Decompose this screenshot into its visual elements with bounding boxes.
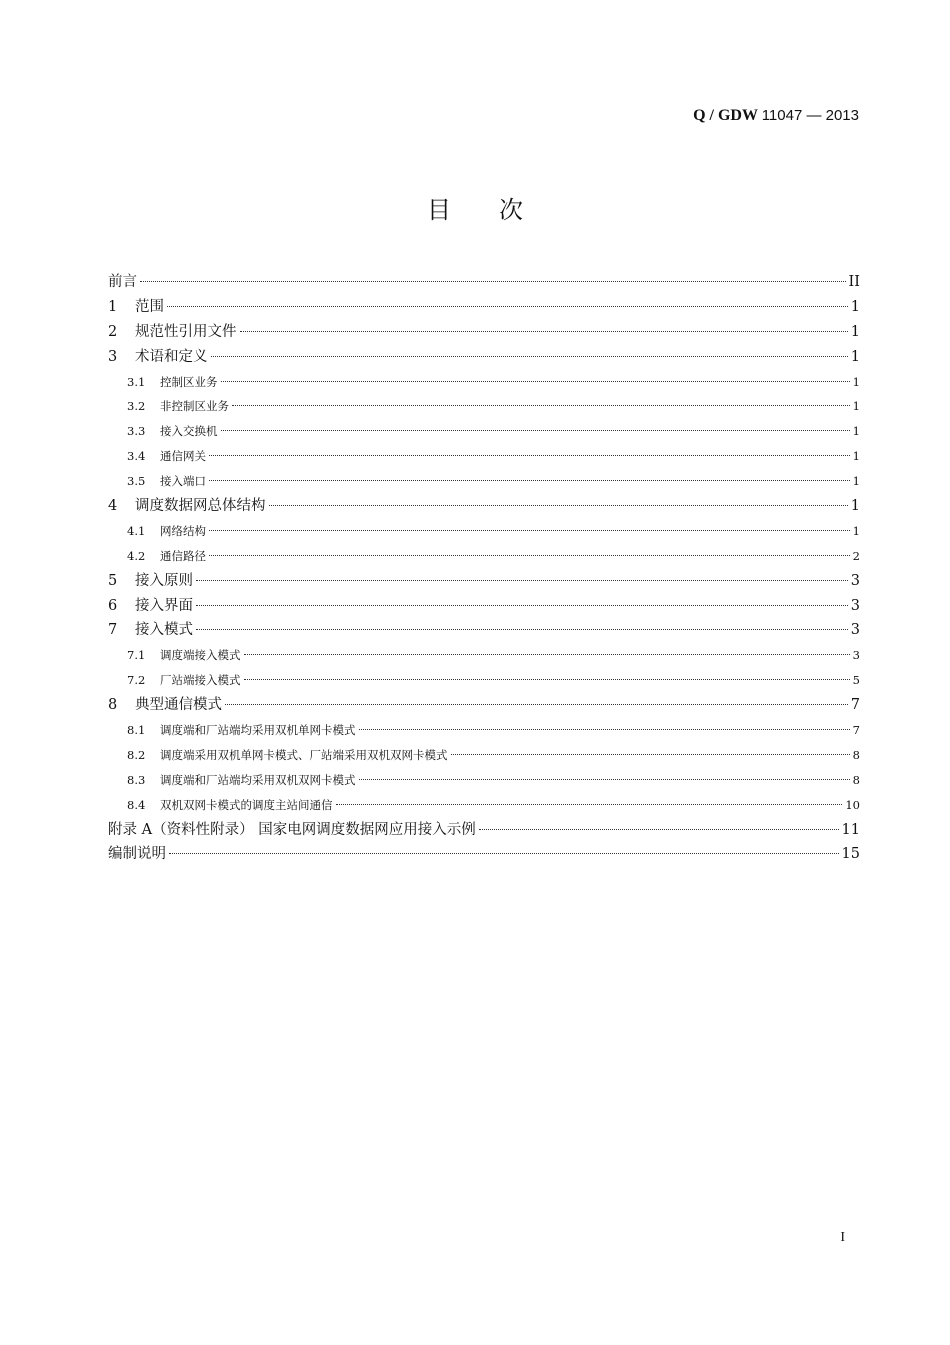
toc-entry-number: 8.4 — [127, 797, 146, 812]
toc-entry-number: 8 — [108, 697, 118, 714]
document-code-prefix: Q / GDW — [693, 107, 762, 124]
toc-dot-leader — [140, 281, 846, 282]
toc-entry-title: 非控制区业务 — [160, 399, 229, 414]
document-code-number: 11047 — 2013 — [761, 107, 859, 124]
toc-entry-title: 接入端口 — [160, 474, 206, 489]
toc-entry-page: 5 — [852, 673, 860, 688]
toc-entry-page: 1 — [852, 424, 860, 439]
toc-entry[interactable] — [108, 345, 860, 370]
toc-entry-page: 1 — [852, 374, 860, 389]
toc-entry[interactable] — [108, 419, 860, 444]
toc-dot-leader — [451, 754, 850, 755]
toc-entry-number: 7.2 — [127, 673, 146, 688]
toc-entry[interactable] — [108, 295, 860, 320]
toc-entry-number: 8.3 — [127, 772, 146, 787]
toc-entry[interactable] — [108, 668, 860, 693]
toc-entry-title: 范围 — [135, 298, 164, 315]
toc-entry-title: 通信网关 — [160, 449, 206, 464]
toc-entry-number: 6 — [108, 597, 118, 614]
toc-dot-leader — [211, 356, 848, 357]
toc-dot-leader — [359, 729, 850, 730]
toc-entry[interactable] — [108, 718, 860, 743]
toc-entry-page: 1 — [850, 298, 860, 315]
toc-entry-title: 术语和定义 — [135, 348, 208, 365]
toc-entry[interactable] — [108, 768, 860, 793]
toc-entry[interactable] — [108, 370, 860, 395]
toc-dot-leader — [336, 804, 843, 805]
toc-dot-leader — [359, 779, 850, 780]
toc-entry[interactable] — [108, 494, 860, 519]
toc-entry-page: 10 — [845, 797, 860, 812]
toc-entry-page: 3 — [850, 597, 860, 614]
toc-entry-number: 3.5 — [127, 474, 146, 489]
toc-entry-page: 1 — [852, 399, 860, 414]
toc-entry[interactable] — [108, 544, 860, 569]
toc-entry-page: 1 — [850, 498, 860, 515]
toc-entry[interactable] — [108, 569, 860, 594]
toc-entry-page: 1 — [850, 348, 860, 365]
toc-entry-title: 调度端和厂站端均采用双机双网卡模式 — [160, 772, 356, 787]
toc-entry-page: 3 — [850, 622, 860, 639]
toc-entry-title: 调度端接入模式 — [160, 648, 241, 663]
toc-entry-page: 11 — [841, 821, 860, 838]
toc-dot-leader — [221, 430, 850, 431]
toc-entry-number: 8.2 — [127, 747, 146, 762]
toc-entry[interactable] — [108, 270, 860, 295]
toc-entry-number: 3.1 — [127, 374, 146, 389]
toc-entry[interactable] — [108, 793, 860, 818]
toc-entry-title: 调度端采用双机单网卡模式、厂站端采用双机双网卡模式 — [160, 747, 448, 762]
toc-dot-leader — [209, 530, 850, 531]
toc-entry[interactable] — [108, 594, 860, 619]
toc-entry-title: 规范性引用文件 — [135, 323, 237, 340]
toc-entry-title: 网络结构 — [160, 523, 206, 538]
toc-entry-title: 双机双网卡模式的调度主站间通信 — [160, 797, 333, 812]
toc-entry-page: 8 — [852, 772, 860, 787]
toc-dot-leader — [209, 455, 850, 456]
toc-entry-number: 3 — [108, 348, 118, 365]
toc-entry-number: 8.1 — [127, 723, 146, 738]
toc-entry-page: 1 — [852, 474, 860, 489]
table-of-contents — [108, 270, 860, 867]
toc-entry-number: 4 — [108, 498, 118, 515]
toc-entry-page: 15 — [841, 846, 860, 863]
toc-entry[interactable] — [108, 519, 860, 544]
toc-entry-number: 4.1 — [127, 523, 146, 538]
toc-entry[interactable] — [108, 818, 860, 843]
toc-dot-leader — [196, 580, 848, 581]
toc-entry[interactable] — [108, 743, 860, 768]
toc-entry-number: 3.2 — [127, 399, 146, 414]
toc-entry-title: 厂站端接入模式 — [160, 673, 241, 688]
toc-entry-number: 4.2 — [127, 548, 146, 563]
toc-entry[interactable] — [108, 618, 860, 643]
toc-dot-leader — [240, 331, 848, 332]
toc-entry-title: 调度端和厂站端均采用双机单网卡模式 — [160, 723, 356, 738]
toc-entry-title: 编制说明 — [108, 846, 166, 863]
toc-entry-page: 8 — [852, 747, 860, 762]
toc-entry-title: 通信路径 — [160, 548, 206, 563]
toc-entry-page: 1 — [852, 523, 860, 538]
toc-entry-number: 2 — [108, 323, 118, 340]
toc-entry[interactable] — [108, 643, 860, 668]
page-number: I — [840, 1230, 845, 1245]
toc-dot-leader — [479, 829, 839, 830]
toc-dot-leader — [196, 629, 848, 630]
toc-dot-leader — [225, 704, 848, 705]
toc-dot-leader — [221, 381, 850, 382]
toc-dot-leader — [244, 679, 850, 680]
toc-entry-title: 附录 A（资料性附录） 国家电网调度数据网应用接入示例 — [108, 821, 476, 838]
toc-dot-leader — [209, 480, 850, 481]
toc-entry-title: 接入原则 — [135, 572, 193, 589]
toc-entry-page: 7 — [852, 723, 860, 738]
toc-dot-leader — [196, 605, 848, 606]
toc-entry-page: 1 — [852, 449, 860, 464]
toc-entry-page: 7 — [850, 697, 860, 714]
toc-entry-page: 2 — [852, 548, 860, 563]
toc-entry[interactable] — [108, 444, 860, 469]
toc-entry[interactable] — [108, 320, 860, 345]
toc-entry[interactable] — [108, 469, 860, 494]
toc-dot-leader — [232, 405, 850, 406]
toc-dot-leader — [169, 853, 839, 854]
toc-title: 目次 — [427, 196, 571, 224]
toc-dot-leader — [269, 505, 848, 506]
toc-entry-title: 接入交换机 — [160, 424, 218, 439]
toc-entry-title: 接入模式 — [135, 622, 193, 639]
toc-entry-title: 典型通信模式 — [135, 697, 222, 714]
toc-entry-number: 1 — [108, 298, 118, 315]
toc-entry-title: 调度数据网总体结构 — [135, 498, 266, 515]
toc-entry[interactable] — [108, 693, 860, 718]
toc-entry-page: 3 — [852, 648, 860, 663]
toc-entry-title: 控制区业务 — [160, 374, 218, 389]
toc-entry-page: II — [848, 274, 860, 290]
toc-entry-number: 3.3 — [127, 424, 146, 439]
toc-entry[interactable] — [108, 842, 860, 867]
toc-entry-page: 1 — [850, 323, 860, 340]
toc-dot-leader — [244, 654, 850, 655]
toc-entry-page: 3 — [850, 572, 860, 589]
document-code — [693, 107, 859, 125]
toc-entry-number: 5 — [108, 572, 118, 589]
toc-dot-leader — [209, 555, 850, 556]
toc-entry-title: 前言 — [108, 274, 137, 290]
toc-entry-number: 7 — [108, 622, 118, 639]
toc-entry-title: 接入界面 — [135, 597, 193, 614]
toc-entry-number: 7.1 — [127, 648, 146, 663]
toc-entry[interactable] — [108, 394, 860, 419]
toc-dot-leader — [167, 306, 848, 307]
toc-entry-number: 3.4 — [127, 449, 146, 464]
